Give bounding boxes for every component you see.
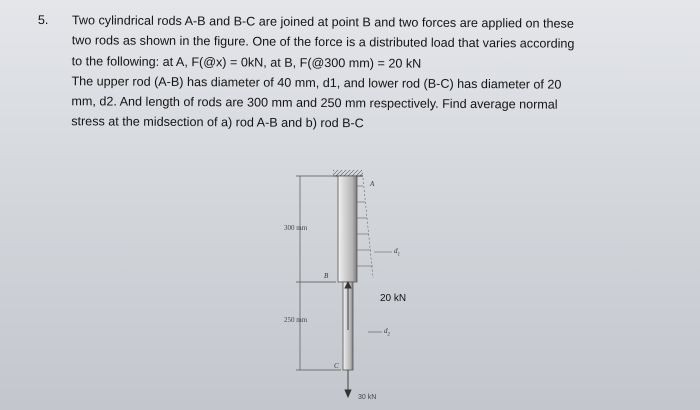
problem-line-6: stress at the midsection of a) rod A-B and b) rod B-C: [71, 114, 364, 131]
distributed-load: [357, 178, 373, 278]
lower-length-label: 250 mm: [284, 316, 308, 324]
dimension-lower: [296, 282, 341, 370]
problem-number: 5.: [37, 12, 49, 28]
point-c-label: C: [334, 362, 339, 370]
d1-label: [394, 247, 400, 257]
force-c-label: 30 kN: [358, 394, 377, 401]
problem-line-3: to the following: at A, F(@x) = 0kN, at B, F(@300 mm) = 20 kN: [71, 53, 422, 71]
problem-line-1: Two cylindrical rods A-B and B-C are joined at point B and two forces are applied on these: [71, 13, 574, 31]
force-b-label: 20 kN: [380, 293, 407, 304]
fixed-support: [333, 170, 363, 176]
upper-length-label: 300 mm: [284, 224, 308, 232]
d2-subscript: 2: [387, 332, 390, 338]
problem-line-5: mm, d2. And length of rods are 300 mm and 250 mm respectively. Find average normal: [71, 94, 558, 112]
d2-label: [384, 327, 390, 337]
upper-rod-ab: [338, 176, 357, 282]
d1-symbol: d: [394, 247, 398, 255]
problem-line-2: two rods as shown in the figure. One of the force is a distributed load that varies according: [71, 33, 575, 52]
d1-subscript: 1: [397, 252, 400, 258]
problem-line-4: The upper rod (A-B) has diameter of 40 mm, d1, and lower rod (B-C) has diameter of 20: [71, 74, 562, 92]
force-arrow-c: [345, 370, 351, 397]
point-a-label: A: [370, 180, 375, 188]
d2-symbol: d: [384, 327, 388, 335]
point-b-label: B: [324, 272, 329, 280]
